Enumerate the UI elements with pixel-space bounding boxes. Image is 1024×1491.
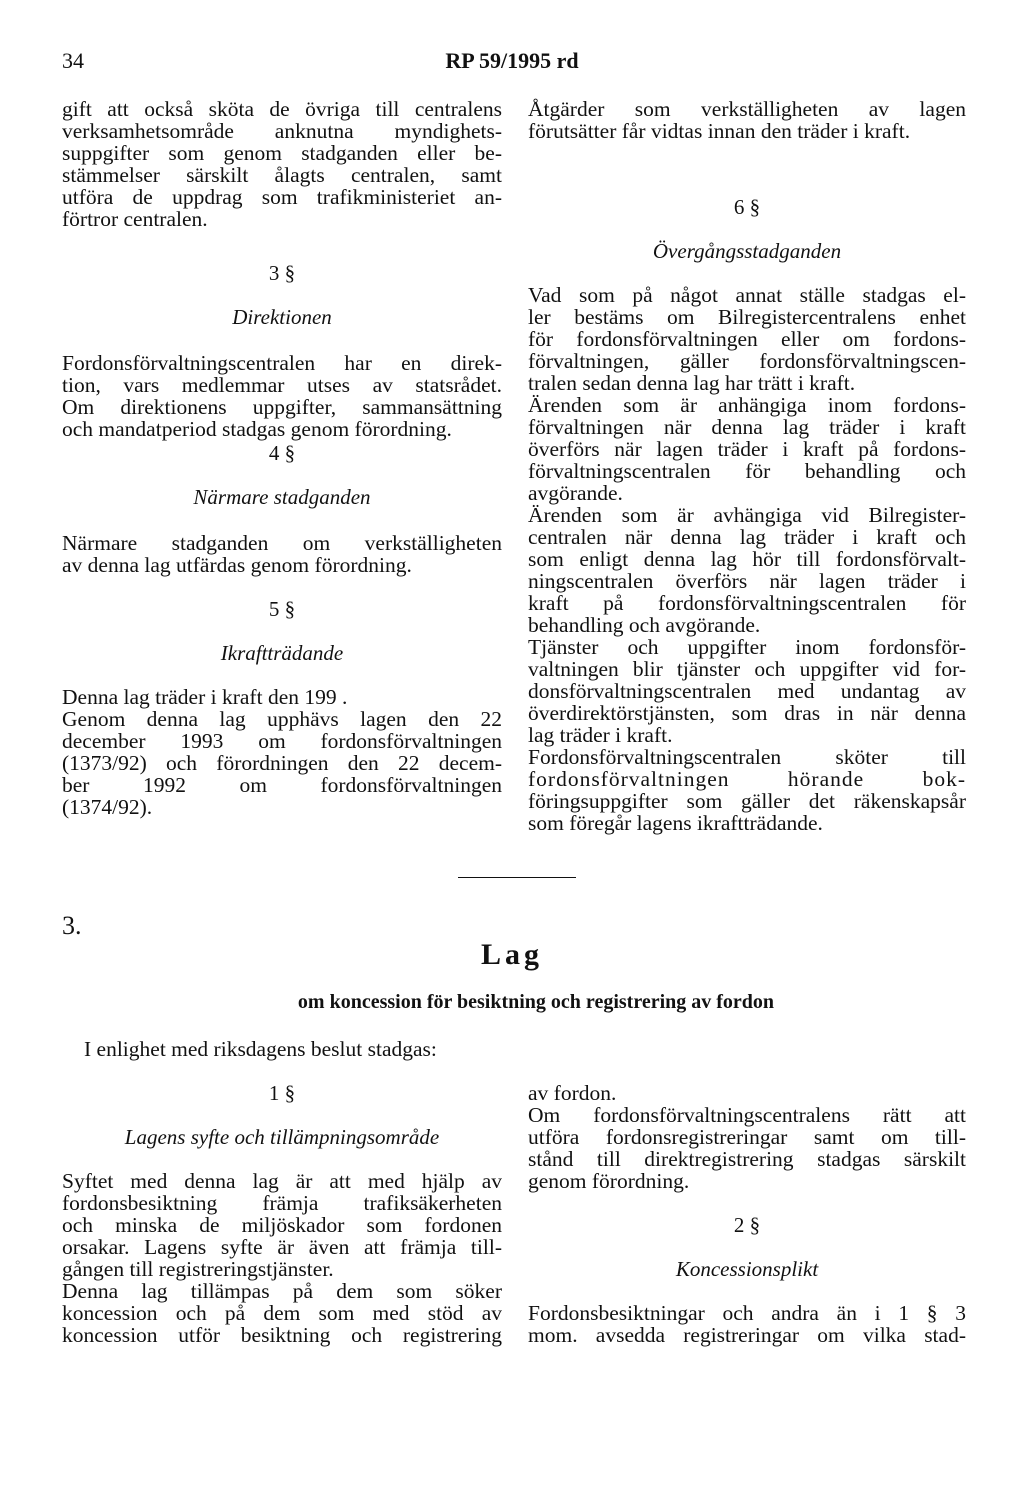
body-line: stämmelser särskilt ålagts centralen, samt bbox=[62, 163, 502, 187]
body-line: Syftet med denna lag är att med hjälp av bbox=[62, 1169, 502, 1193]
body-line: fordonsförvaltningen hörande bok- bbox=[528, 767, 966, 791]
body-line: Ärenden som är avhängiga vid Bilregister- bbox=[528, 503, 966, 527]
law-number: 3. bbox=[62, 911, 82, 940]
body-line: Vad som på något annat ställe stadgas el- bbox=[528, 283, 966, 307]
body-line: avgörande. bbox=[528, 481, 623, 505]
page-number: 34 bbox=[62, 48, 84, 73]
law-subtitle: om koncession för besiktning och registrering av fordon bbox=[297, 991, 775, 1013]
body-line: förvaltningen, gäller fordonsförvaltningscen- bbox=[528, 349, 966, 373]
body-line: Denna lag träder i kraft den 199 . bbox=[62, 685, 348, 709]
section-title-5: Ikraftträdande bbox=[220, 641, 344, 665]
document-reference: RP 59/1995 rd bbox=[445, 48, 579, 73]
body-line: Genom denna lag upphävs lagen den 22 bbox=[62, 707, 502, 731]
body-line: december 1993 om fordonsförvaltningen bbox=[62, 729, 502, 753]
body-line: Om fordonsförvaltningscentralens rätt att bbox=[528, 1103, 966, 1127]
body-line: ningscentralen överförs när lagen träder i bbox=[528, 569, 966, 593]
body-line: suppgifter som genom stadganden eller be- bbox=[62, 141, 502, 165]
body-line: tralen sedan denna lag har trätt i kraft. bbox=[528, 371, 856, 395]
body-line: förvaltningen när denna lag träder i kraft bbox=[528, 415, 966, 439]
body-line: förvaltningscentralen för behandling och bbox=[528, 459, 966, 483]
body-line: genom förordning. bbox=[528, 1169, 690, 1193]
body-line: förutsätter får vidtas innan den träder i kraft. bbox=[528, 119, 911, 143]
body-line: kraft på fordonsförvaltningscentralen för bbox=[528, 591, 966, 615]
body-line: orsakar. Lagens syfte är även att främja till- bbox=[62, 1235, 502, 1259]
body-line: överdirektörstjänsten, som dras in när denna bbox=[528, 701, 966, 725]
body-line: utföra fordonsregistreringar samt om till- bbox=[528, 1125, 966, 1149]
body-line: Fordonsbesiktningar och andra än i 1 § 3 bbox=[528, 1301, 966, 1325]
section-title-3: Direktionen bbox=[232, 305, 332, 329]
section-number-4: 4 § bbox=[268, 441, 296, 465]
body-line: fordonsbesiktning främja trafiksäkerheten bbox=[62, 1191, 502, 1215]
enactment-clause: I enlighet med riksdagens beslut stadgas: bbox=[84, 1037, 437, 1061]
body-line: överförs när lagen träder i kraft på fordons- bbox=[528, 437, 966, 461]
body-line: gift att också sköta de övriga till centralens bbox=[62, 97, 502, 121]
body-line: av denna lag utfärdas genom förordning. bbox=[62, 553, 412, 577]
section-number-5: 5 § bbox=[268, 597, 296, 621]
section-number-6: 6 § bbox=[733, 195, 761, 219]
law-title: Lag bbox=[480, 938, 543, 971]
section-number-3: 3 § bbox=[268, 261, 296, 285]
body-line: ber 1992 om fordonsförvaltningen bbox=[62, 773, 502, 797]
body-line: som föregår lagens ikraftträdande. bbox=[528, 811, 823, 835]
section-title-4: Närmare stadganden bbox=[193, 485, 371, 509]
body-line: utföra de uppdrag som trafikministeriet an- bbox=[62, 185, 502, 209]
body-line: behandling och avgörande. bbox=[528, 613, 761, 637]
body-line: som enligt denna lag hör till fordonsförvalt- bbox=[528, 547, 966, 571]
section-title-1: Lagens syfte och tillämpningsområde bbox=[124, 1125, 440, 1149]
body-line: Om direktionens uppgifter, sammansättning bbox=[62, 395, 502, 419]
body-line: donsförvaltningscentralen med undantag av bbox=[528, 679, 966, 703]
body-line: Fordonsförvaltningscentralen har en direk- bbox=[62, 351, 502, 375]
body-line: föringsuppgifter som gäller det räkenskapsår bbox=[528, 789, 966, 813]
body-line: Denna lag tillämpas på dem som söker bbox=[62, 1279, 502, 1303]
body-line: tion, vars medlemmar utses av statsrådet. bbox=[62, 373, 502, 397]
section-title-2: Koncessionsplikt bbox=[675, 1257, 819, 1281]
body-line: lag träder i kraft. bbox=[528, 723, 673, 747]
body-line: gången till registreringstjänster. bbox=[62, 1257, 334, 1281]
body-line: (1373/92) och förordningen den 22 decem- bbox=[62, 751, 502, 775]
body-line: koncession och på dem som med stöd av bbox=[62, 1301, 502, 1325]
body-line: centralen när denna lag träder i kraft och bbox=[528, 525, 966, 549]
body-line: förtror centralen. bbox=[62, 207, 208, 231]
body-line: Tjänster och uppgifter inom fordonsför- bbox=[528, 635, 966, 659]
body-line: valtningen blir tjänster och uppgifter vid for- bbox=[528, 657, 966, 681]
body-line: för fordonsförvaltningen eller om fordons- bbox=[528, 327, 966, 351]
body-line: ler bestäms om Bilregistercentralens enhet bbox=[528, 305, 966, 329]
body-line: av fordon. bbox=[528, 1081, 617, 1105]
body-line: och mandatperiod stadgas genom förordning. bbox=[62, 417, 452, 441]
body-line: (1374/92). bbox=[62, 795, 153, 819]
section-number-1: 1 § bbox=[268, 1081, 296, 1105]
body-line: Närmare stadganden om verkställigheten bbox=[62, 531, 502, 555]
body-line: verksamhetsområde anknutna myndighets- bbox=[62, 119, 502, 143]
section-title-6: Övergångsstadganden bbox=[652, 239, 842, 263]
body-line: Åtgärder som verkställigheten av lagen bbox=[528, 97, 966, 121]
body-line: Ärenden som är anhängiga inom fordons- bbox=[528, 393, 966, 417]
body-line: mom. avsedda registreringar om vilka stad- bbox=[528, 1323, 966, 1347]
section-number-2: 2 § bbox=[733, 1213, 761, 1237]
body-line: Fordonsförvaltningscentralen sköter till bbox=[528, 745, 966, 769]
body-line: stånd till direktregistrering stadgas särskilt bbox=[528, 1147, 966, 1171]
body-line: koncession utför besiktning och registrering bbox=[62, 1323, 502, 1347]
body-line: och minska de miljöskador som fordonen bbox=[62, 1213, 502, 1237]
section-divider bbox=[458, 877, 576, 878]
